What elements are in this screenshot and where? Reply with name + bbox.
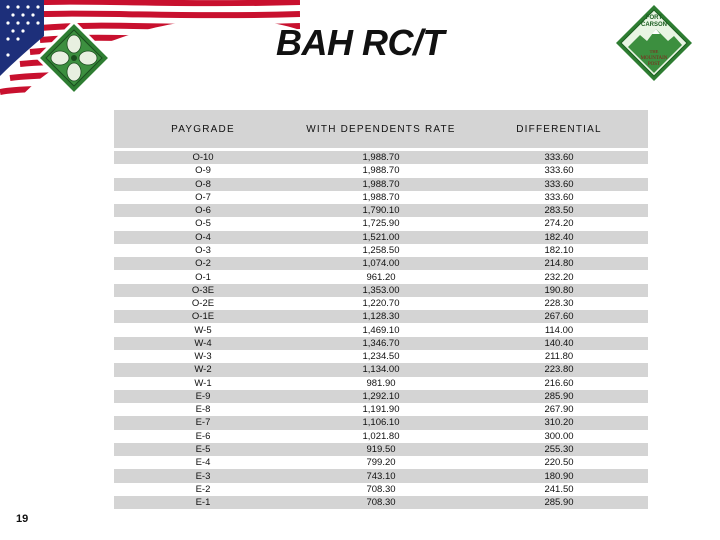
rate-cell: 1,234.50 <box>362 351 400 363</box>
paygrade-cell: O-3 <box>195 244 211 256</box>
differential-cell: 333.60 <box>544 152 574 164</box>
table-row <box>114 350 648 363</box>
differential-cell: 255.30 <box>544 443 574 455</box>
svg-text:FORT: FORT <box>645 15 663 21</box>
table-row <box>114 217 648 230</box>
svg-text:POST: POST <box>647 62 661 67</box>
svg-text:MOUNTAIN: MOUNTAIN <box>640 56 668 61</box>
table-row <box>114 191 648 204</box>
differential-cell: 300.00 <box>544 430 574 442</box>
paygrade-cell: W-5 <box>194 324 212 336</box>
rate-cell: 1,191.90 <box>362 404 400 416</box>
rate-cell: 1,988.70 <box>362 178 400 190</box>
differential-cell: 220.50 <box>544 457 574 469</box>
paygrade-cell: O-4 <box>195 231 211 243</box>
paygrade-cell: E-8 <box>195 404 211 416</box>
rate-cell: 1,258.50 <box>362 244 400 256</box>
rate-cell: 1,469.10 <box>362 324 400 336</box>
rate-cell: 961.20 <box>366 271 396 283</box>
paygrade-cell: O-9 <box>195 165 211 177</box>
rate-cell: 1,021.80 <box>362 430 400 442</box>
table-row <box>114 310 648 323</box>
differential-cell: 333.60 <box>544 191 574 203</box>
paygrade-cell: O-10 <box>192 152 214 164</box>
paygrade-cell: E-3 <box>195 470 211 482</box>
table-row <box>114 204 648 217</box>
table-row <box>114 231 648 244</box>
rate-cell: 1,988.70 <box>362 152 400 164</box>
rate-cell: 1,074.00 <box>362 258 400 270</box>
table-row <box>114 257 648 270</box>
rate-cell: 981.90 <box>366 377 396 389</box>
differential-cell: 241.50 <box>544 483 574 495</box>
page-number: 19 <box>16 513 29 525</box>
rate-cell: 1,725.90 <box>362 218 400 230</box>
differential-cell: 140.40 <box>544 337 574 349</box>
differential-cell: 285.90 <box>544 497 574 509</box>
paygrade-cell: O-6 <box>195 205 211 217</box>
differential-cell: 283.50 <box>544 205 574 217</box>
paygrade-cell: O-2 <box>195 258 211 270</box>
differential-cell: 285.90 <box>544 390 574 402</box>
rate-cell: 919.50 <box>366 443 396 455</box>
paygrade-cell: O-3E <box>191 284 215 296</box>
table-row <box>114 323 648 336</box>
differential-cell: 232.20 <box>544 271 574 283</box>
table-row <box>114 430 648 443</box>
differential-cell: 114.00 <box>544 324 574 336</box>
header-rate: WITH DEPENDENTS RATE <box>306 123 456 135</box>
differential-cell: 180.90 <box>544 470 574 482</box>
rate-cell: 799.20 <box>366 457 396 469</box>
table-row <box>114 496 648 509</box>
table-row <box>114 297 648 310</box>
differential-cell: 333.60 <box>544 178 574 190</box>
rate-cell: 1,988.70 <box>362 191 400 203</box>
table-row <box>114 469 648 482</box>
table-row <box>114 456 648 469</box>
paygrade-cell: O-1E <box>191 311 215 323</box>
paygrade-cell: E-5 <box>195 443 211 455</box>
differential-cell: 211.80 <box>544 351 574 363</box>
rate-cell: 1,292.10 <box>362 390 400 402</box>
differential-cell: 310.20 <box>544 417 574 429</box>
paygrade-cell: E-2 <box>195 483 211 495</box>
differential-cell: 182.10 <box>544 244 574 256</box>
page-title: BAH RC/T <box>276 22 444 63</box>
table-row <box>114 443 648 456</box>
table-row <box>114 164 648 177</box>
rate-cell: 1,134.00 <box>362 364 400 376</box>
rate-cell: 1,353.00 <box>362 284 400 296</box>
paygrade-cell: O-7 <box>195 191 211 203</box>
paygrade-cell: E-1 <box>195 497 211 509</box>
paygrade-cell: W-3 <box>194 351 212 363</box>
svg-text:THE: THE <box>649 49 659 54</box>
paygrade-cell: E-6 <box>195 430 211 442</box>
paygrade-cell: W-2 <box>194 364 212 376</box>
table-row <box>114 483 648 496</box>
rate-cell: 1,790.10 <box>362 205 400 217</box>
table-header <box>114 110 648 148</box>
rate-cell: 708.30 <box>366 497 396 509</box>
rate-cell: 1,220.70 <box>362 298 400 310</box>
differential-cell: 214.80 <box>544 258 574 270</box>
svg-text:CARSON: CARSON <box>640 22 668 28</box>
differential-cell: 182.40 <box>544 231 574 243</box>
table-row <box>114 390 648 403</box>
table-row <box>114 151 648 164</box>
paygrade-cell: W-1 <box>194 377 212 389</box>
table-row <box>114 377 648 390</box>
rate-cell: 743.10 <box>366 470 396 482</box>
header-differential: DIFFERENTIAL <box>516 123 602 135</box>
differential-cell: 228.30 <box>544 298 574 310</box>
rate-cell: 1,106.10 <box>362 417 400 429</box>
differential-cell: 190.80 <box>544 284 574 296</box>
paygrade-cell: O-8 <box>195 178 211 190</box>
rate-cell: 1,521.00 <box>362 231 400 243</box>
table-body <box>114 151 648 509</box>
differential-cell: 216.60 <box>544 377 574 389</box>
rate-cell: 1,988.70 <box>362 165 400 177</box>
paygrade-cell: O-2E <box>191 298 215 310</box>
paygrade-cell: W-4 <box>194 337 212 349</box>
paygrade-cell: O-5 <box>195 218 211 230</box>
paygrade-cell: O-1 <box>195 271 211 283</box>
table-row <box>114 363 648 376</box>
rate-cell: 1,346.70 <box>362 337 400 349</box>
header-paygrade: PAYGRADE <box>171 123 235 135</box>
rate-cell: 1,128.30 <box>362 311 400 323</box>
table-row <box>114 337 648 350</box>
differential-cell: 267.60 <box>544 311 574 323</box>
table-row <box>114 416 648 429</box>
differential-cell: 223.80 <box>544 364 574 376</box>
paygrade-cell: E-9 <box>195 390 211 402</box>
rate-cell: 708.30 <box>366 483 396 495</box>
differential-cell: 274.20 <box>544 218 574 230</box>
table-row <box>114 178 648 191</box>
table-row <box>114 270 648 283</box>
table-row <box>114 244 648 257</box>
table-row <box>114 403 648 416</box>
paygrade-cell: E-7 <box>195 417 211 429</box>
paygrade-cell: E-4 <box>195 457 211 469</box>
table-row <box>114 284 648 297</box>
differential-cell: 333.60 <box>544 165 574 177</box>
differential-cell: 267.90 <box>544 404 574 416</box>
bah-table <box>114 110 648 509</box>
